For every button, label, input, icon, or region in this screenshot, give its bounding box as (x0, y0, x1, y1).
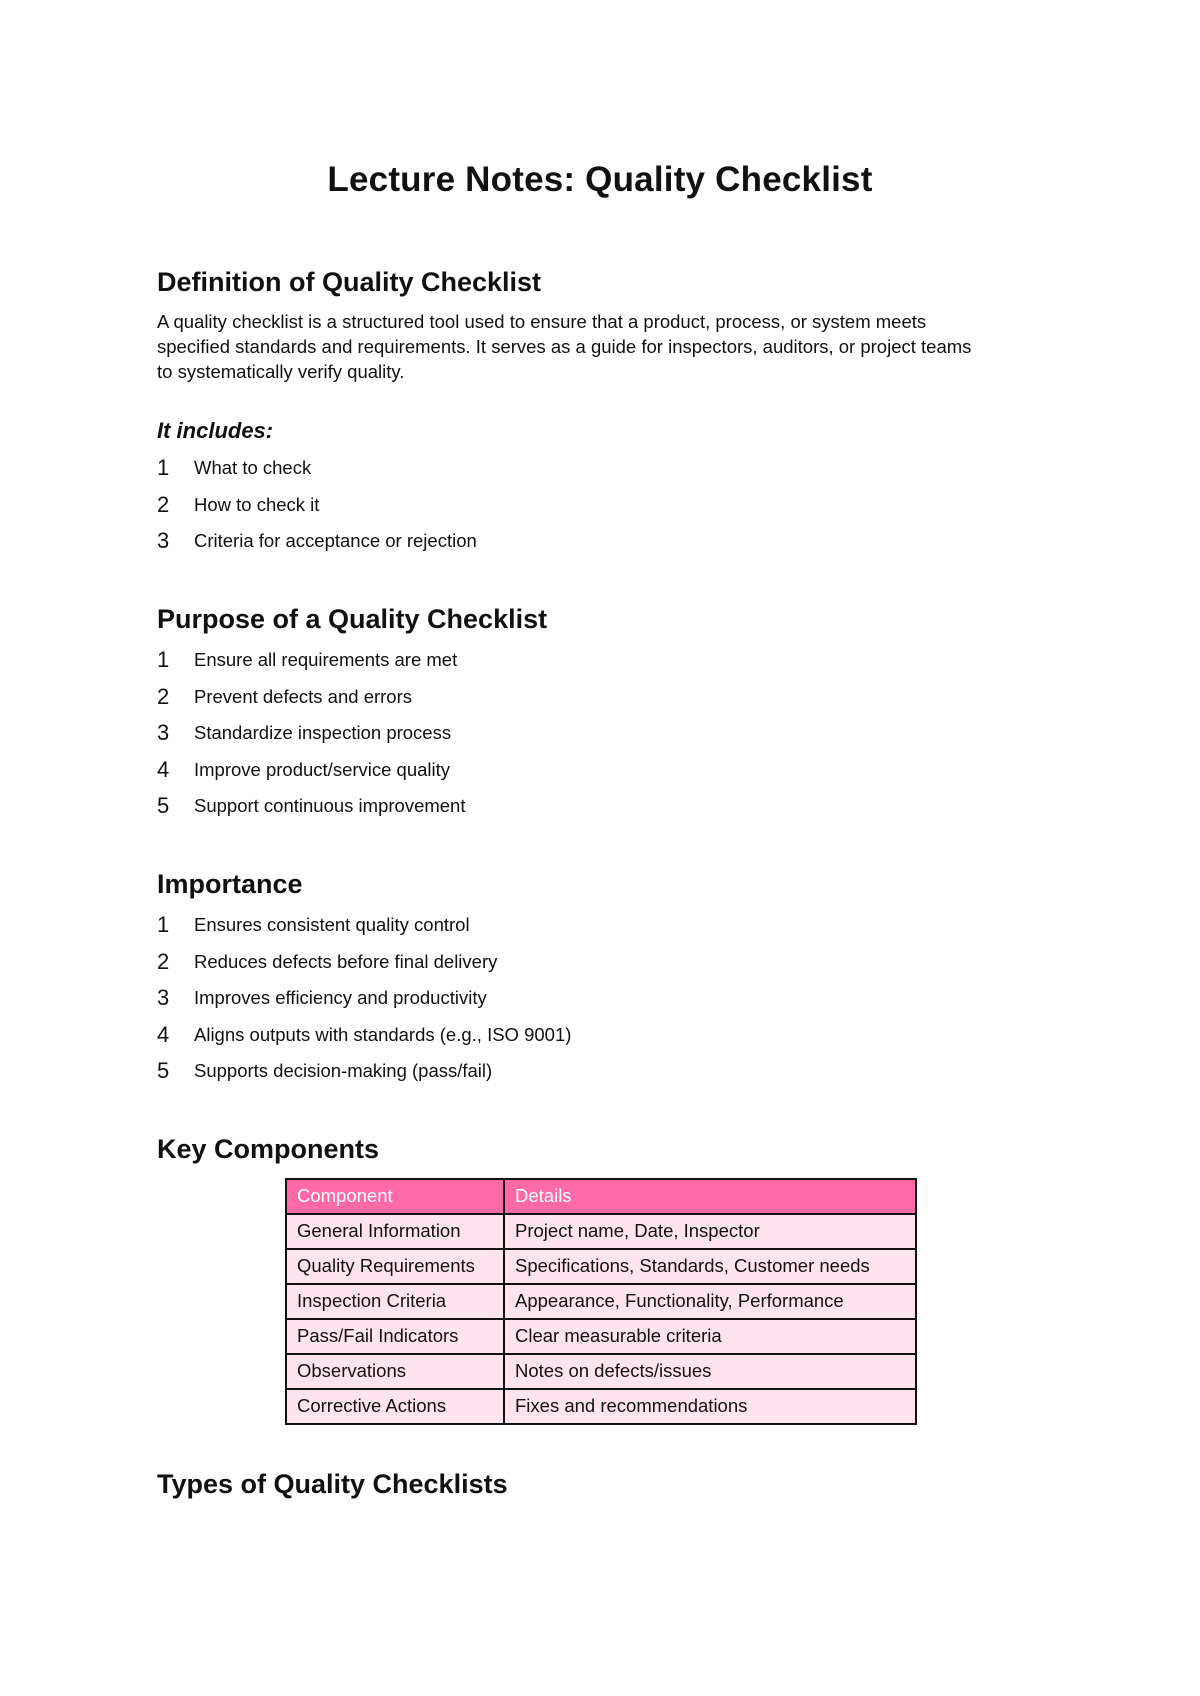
details-cell: Specifications, Standards, Customer needs (504, 1249, 916, 1284)
column-header-details: Details (504, 1179, 916, 1214)
list-number: 3 (157, 720, 170, 746)
details-cell: Fixes and recommendations (504, 1389, 916, 1424)
list-text: How to check it (194, 493, 320, 515)
list-item (157, 1053, 1057, 1090)
list-number: 4 (157, 756, 170, 782)
list-text: Improve product/service quality (194, 758, 451, 780)
component-cell: Inspection Criteria (286, 1284, 504, 1319)
list-item (157, 523, 1057, 560)
key-components-section (157, 1130, 1057, 1425)
list-text: Prevent defects and errors (194, 685, 412, 707)
table-row (286, 1214, 916, 1249)
list-number: 5 (157, 793, 170, 819)
list-number: 2 (157, 683, 170, 709)
table-row (286, 1389, 916, 1424)
table-row (286, 1284, 916, 1319)
importance-heading: Importance (157, 868, 303, 899)
definition-line: A quality checklist is a structured tool used to ensure that a product, process, or system meets (157, 311, 927, 332)
details-cell: Project name, Date, Inspector (504, 1214, 916, 1249)
definition-heading: Definition of Quality Checklist (157, 267, 542, 297)
column-header-component: Component (286, 1179, 504, 1214)
list-text: Ensures consistent quality control (194, 914, 470, 936)
list-text: Reduces defects before final delivery (194, 950, 498, 972)
list-item (157, 943, 1057, 980)
list-text: Standardize inspection process (194, 722, 452, 744)
list-item (157, 642, 1057, 679)
list-text: What to check (194, 457, 312, 479)
list-number: 2 (157, 948, 170, 974)
table-row (286, 1354, 916, 1389)
details-cell: Notes on defects/issues (504, 1354, 916, 1389)
definition-line: to systematically verify quality. (157, 361, 405, 382)
list-item (157, 1017, 1057, 1054)
list-text: Aligns outputs with standards (e.g., ISO 9001) (194, 1023, 572, 1045)
list-item (157, 752, 1057, 789)
list-item (157, 487, 1057, 524)
importance-section (157, 865, 1057, 1090)
purpose-list (157, 642, 1057, 825)
component-cell: Observations (286, 1354, 504, 1389)
list-item (157, 678, 1057, 715)
table-row (286, 1249, 916, 1284)
component-cell: Pass/Fail Indicators (286, 1319, 504, 1354)
list-text: Criteria for acceptance or rejection (194, 530, 477, 552)
component-cell: General Information (286, 1214, 504, 1249)
list-item (157, 450, 1057, 487)
list-item (157, 907, 1057, 944)
types-heading: Types of Quality Checklists (157, 1468, 508, 1499)
importance-list (157, 907, 1057, 1090)
definition-line: specified standards and requirements. It serves as a guide for inspectors, auditors, or project teams (157, 336, 972, 357)
includes-heading: It includes: (157, 418, 274, 443)
definition-paragraph (157, 309, 1057, 384)
list-number: 3 (157, 985, 170, 1011)
list-number: 3 (157, 528, 170, 554)
components-table (285, 1178, 917, 1425)
table-row (286, 1319, 916, 1354)
purpose-heading: Purpose of a Quality Checklist (157, 603, 548, 634)
details-cell: Clear measurable criteria (504, 1319, 916, 1354)
list-text: Supports decision-making (pass/fail) (194, 1060, 493, 1082)
component-cell: Quality Requirements (286, 1249, 504, 1284)
list-item (157, 788, 1057, 825)
list-item (157, 715, 1057, 752)
table-header-row (286, 1179, 916, 1214)
list-item (157, 980, 1057, 1017)
list-number: 1 (157, 647, 170, 673)
purpose-section (157, 600, 1057, 825)
list-number: 4 (157, 1021, 170, 1047)
definition-section (157, 263, 1057, 560)
types-section (157, 1465, 1057, 1503)
list-text: Improves efficiency and productivity (194, 987, 487, 1009)
list-number: 1 (157, 455, 170, 481)
includes-list (157, 450, 1057, 560)
key-components-heading: Key Components (157, 1133, 380, 1164)
page-title: Lecture Notes: Quality Checklist (327, 160, 873, 199)
details-cell: Appearance, Functionality, Performance (504, 1284, 916, 1319)
document-body (157, 263, 1057, 1503)
list-text: Support continuous improvement (194, 795, 466, 817)
list-text: Ensure all requirements are met (194, 649, 458, 671)
list-number: 1 (157, 912, 170, 938)
list-number: 5 (157, 1058, 170, 1084)
list-number: 2 (157, 491, 170, 517)
component-cell: Corrective Actions (286, 1389, 504, 1424)
